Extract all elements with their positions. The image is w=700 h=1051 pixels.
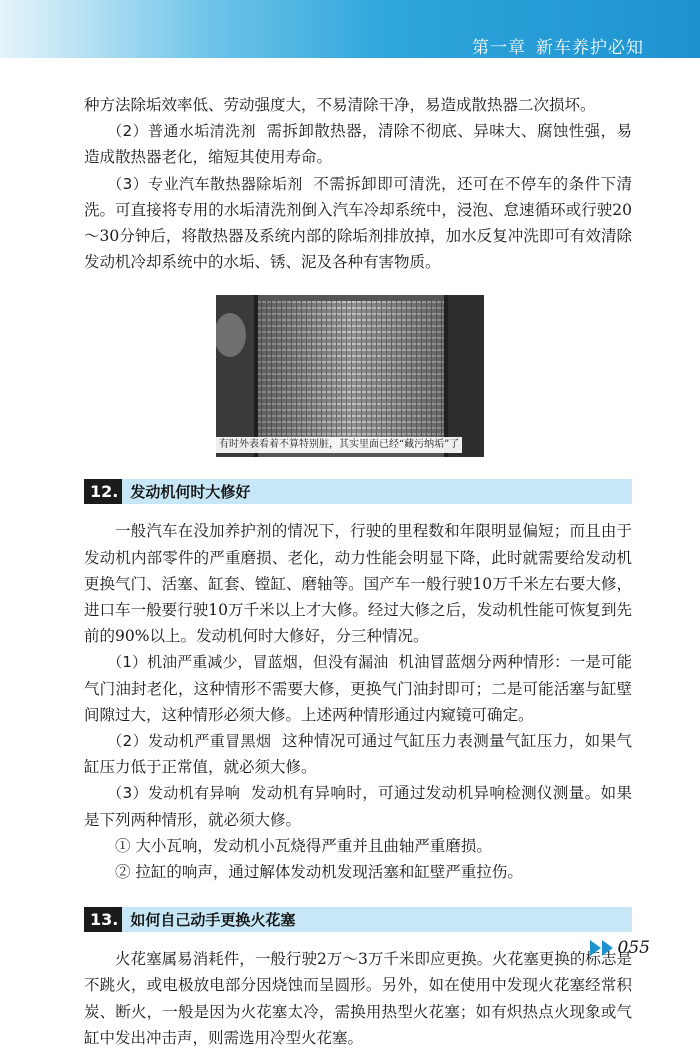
page-footer [590,938,650,958]
section-12-item-2-text: 这种情况可通过气缸压力表测量气缸压力，如果气缸压力低于正常值，就必须大修。 [84,732,632,777]
chapter-label: 第一章 [472,38,526,58]
section-12-item-1-lead: （1）机油严重减少，冒蓝烟，但没有漏油 [107,653,389,672]
figure-caption: 有时外表看着不算特别脏，其实里面已经“藏污纳垢”了 [216,437,462,453]
section-12-item-1 [84,649,632,728]
section-12-item-3-text: 发动机有异响时，可通过发动机异响检测仪测量。如果是下列两种情形，就必须大修。 [84,784,632,829]
chapter-heading [462,33,644,58]
section-12-heading [84,479,632,504]
page-body [84,92,632,1051]
section-13-title: 如何自己动手更换火花塞 [130,911,296,930]
chapter-header-band [0,0,700,58]
radiator-photo [216,295,484,457]
section-12-item-3-lead: （3）发动机有异响 [107,784,241,803]
section-12-item-1-text: 机油冒蓝烟分两种情形：一是可能气门油封老化，这种情形不需要大修，更换气门油封即可；二是可能活塞与缸壁间隙过大，这种情形必须大修。上述两种情形通过内窥镜可确定。 [84,653,632,724]
radiator-photo-figure [216,295,484,457]
section-13-paragraph: 火花塞属易消耗件，一般行驶2万～3万千米即应更换。火花塞更换的标志是不跳火，或电极放电部分因烧蚀而呈圆形。另外，如在使用中发现火花塞经常积炭、断火，一般是因为火花塞太冷，需换用热型火花塞；如有炽热点火现象或气缸中发出冲击声，则需选用冷型火花塞。 [84,950,632,1047]
section-12-item-2-lead: （2）发动机严重冒黑烟 [107,732,272,751]
item-text-3: 不需拆卸即可清洗，还可在不停车的条件下清洗。可直接将专用的水垢清洗剂倒入汽车冷却系统中，浸泡、怠速循环或行驶20～30分钟后，将散热器及系统内部的除垢剂排放掉，加水反复冲洗即可有效清除发动机冷却系统中的水垢、锈、泥及各种有害物质。 [84,174,632,272]
item-lead-3: （3）专业汽车散热器除垢剂 [107,174,303,193]
item-paragraph-3 [84,171,632,276]
item-paragraph-2 [84,118,632,170]
page-number: 055 [617,938,650,958]
item-lead-2: （2）普通水垢清洗剂 [107,122,256,141]
section-12-item-3 [84,780,632,832]
section-12-subitem-2: ② 拉缸的响声，通过解体发动机发现活塞和缸壁严重拉伤。 [115,863,523,882]
continued-paragraph: 种方法除垢效率低、劳动强度大，不易清除干净，易造成散热器二次损坏。 [84,96,596,114]
section-12-paragraph: 一般汽车在没加养护剂的情况下，行驶的里程数和年限明显偏短；而且由于发动机内部零件的严重磨损、老化，动力性能会明显下降，此时就需要给发动机更换气门、活塞、缸套、镗缸、磨轴等。国产车一般行驶10万千米左右要大修，进口车一般要行驶10万千米以上才大修。经过大修之后，发动机性能可恢复到先前的90%以上。发动机何时大修好，分三种情况。 [84,522,632,646]
section-12-title: 发动机何时大修好 [130,483,251,502]
double-arrow-icon [590,940,614,956]
section-12-item-2 [84,728,632,780]
section-12-subitem-1: ① 大小瓦响，发动机小瓦烧得严重并且曲轴严重磨损。 [115,836,492,855]
item-text-2: 需拆卸散热器，清除不彻底、异味大、腐蚀性强，易造成散热器老化，缩短其使用寿命。 [84,122,632,167]
section-12-number: 12. [84,479,122,504]
section-13-heading [84,907,632,932]
section-13-number: 13. [84,907,122,932]
chapter-title: 新车养护必知 [536,38,644,58]
